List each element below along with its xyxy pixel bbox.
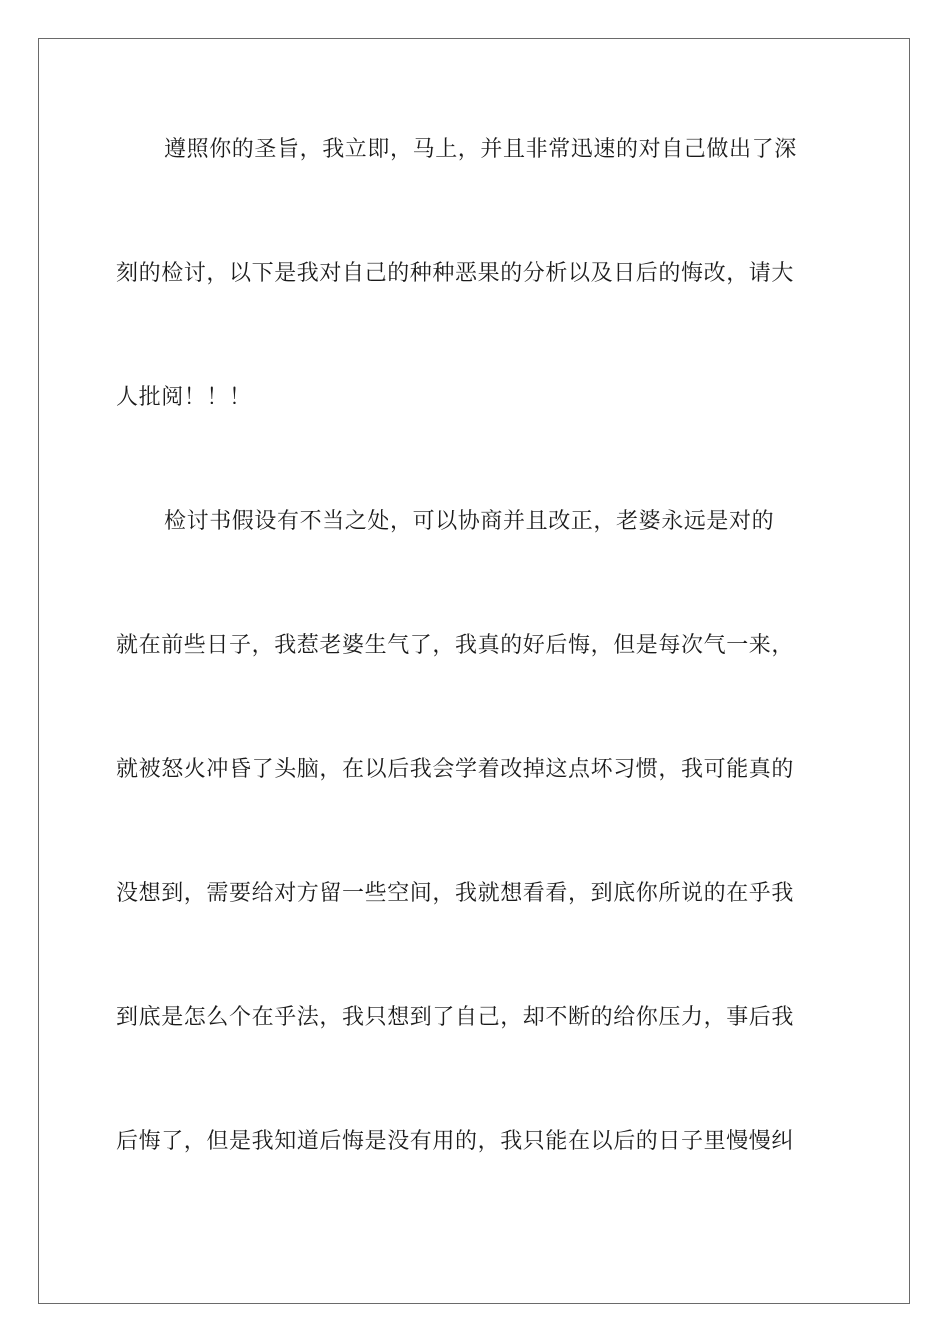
paragraph-3-line-3: 没想到，需要给对方留一些空间，我就想看看，到底你所说的在乎我 [116, 881, 795, 906]
paragraph-1-line-2: 刻的检讨，以下是我对自己的种种恶果的分析以及日后的悔改，请大 [116, 261, 795, 286]
paragraph-3-line-4: 到底是怎么个在乎法，我只想到了自己，却不断的给你压力，事后我 [116, 1005, 795, 1030]
paragraph-2-line-1: 检讨书假设有不当之处，可以协商并且改正，老婆永远是对的 [164, 509, 775, 534]
page-frame [38, 38, 910, 1304]
paragraph-3-line-5: 后悔了，但是我知道后悔是没有用的，我只能在以后的日子里慢慢纠 [116, 1129, 795, 1154]
paragraph-1-line-1: 遵照你的圣旨，我立即，马上，并且非常迅速的对自己做出了深 [164, 137, 797, 162]
paragraph-1-line-3: 人批阅！！！ [116, 385, 252, 410]
paragraph-3-line-1: 就在前些日子，我惹老婆生气了，我真的好后悔，但是每次气一来， [116, 633, 795, 658]
paragraph-3-line-2: 就被怒火冲昏了头脑，在以后我会学着改掉这点坏习惯，我可能真的 [116, 757, 795, 782]
